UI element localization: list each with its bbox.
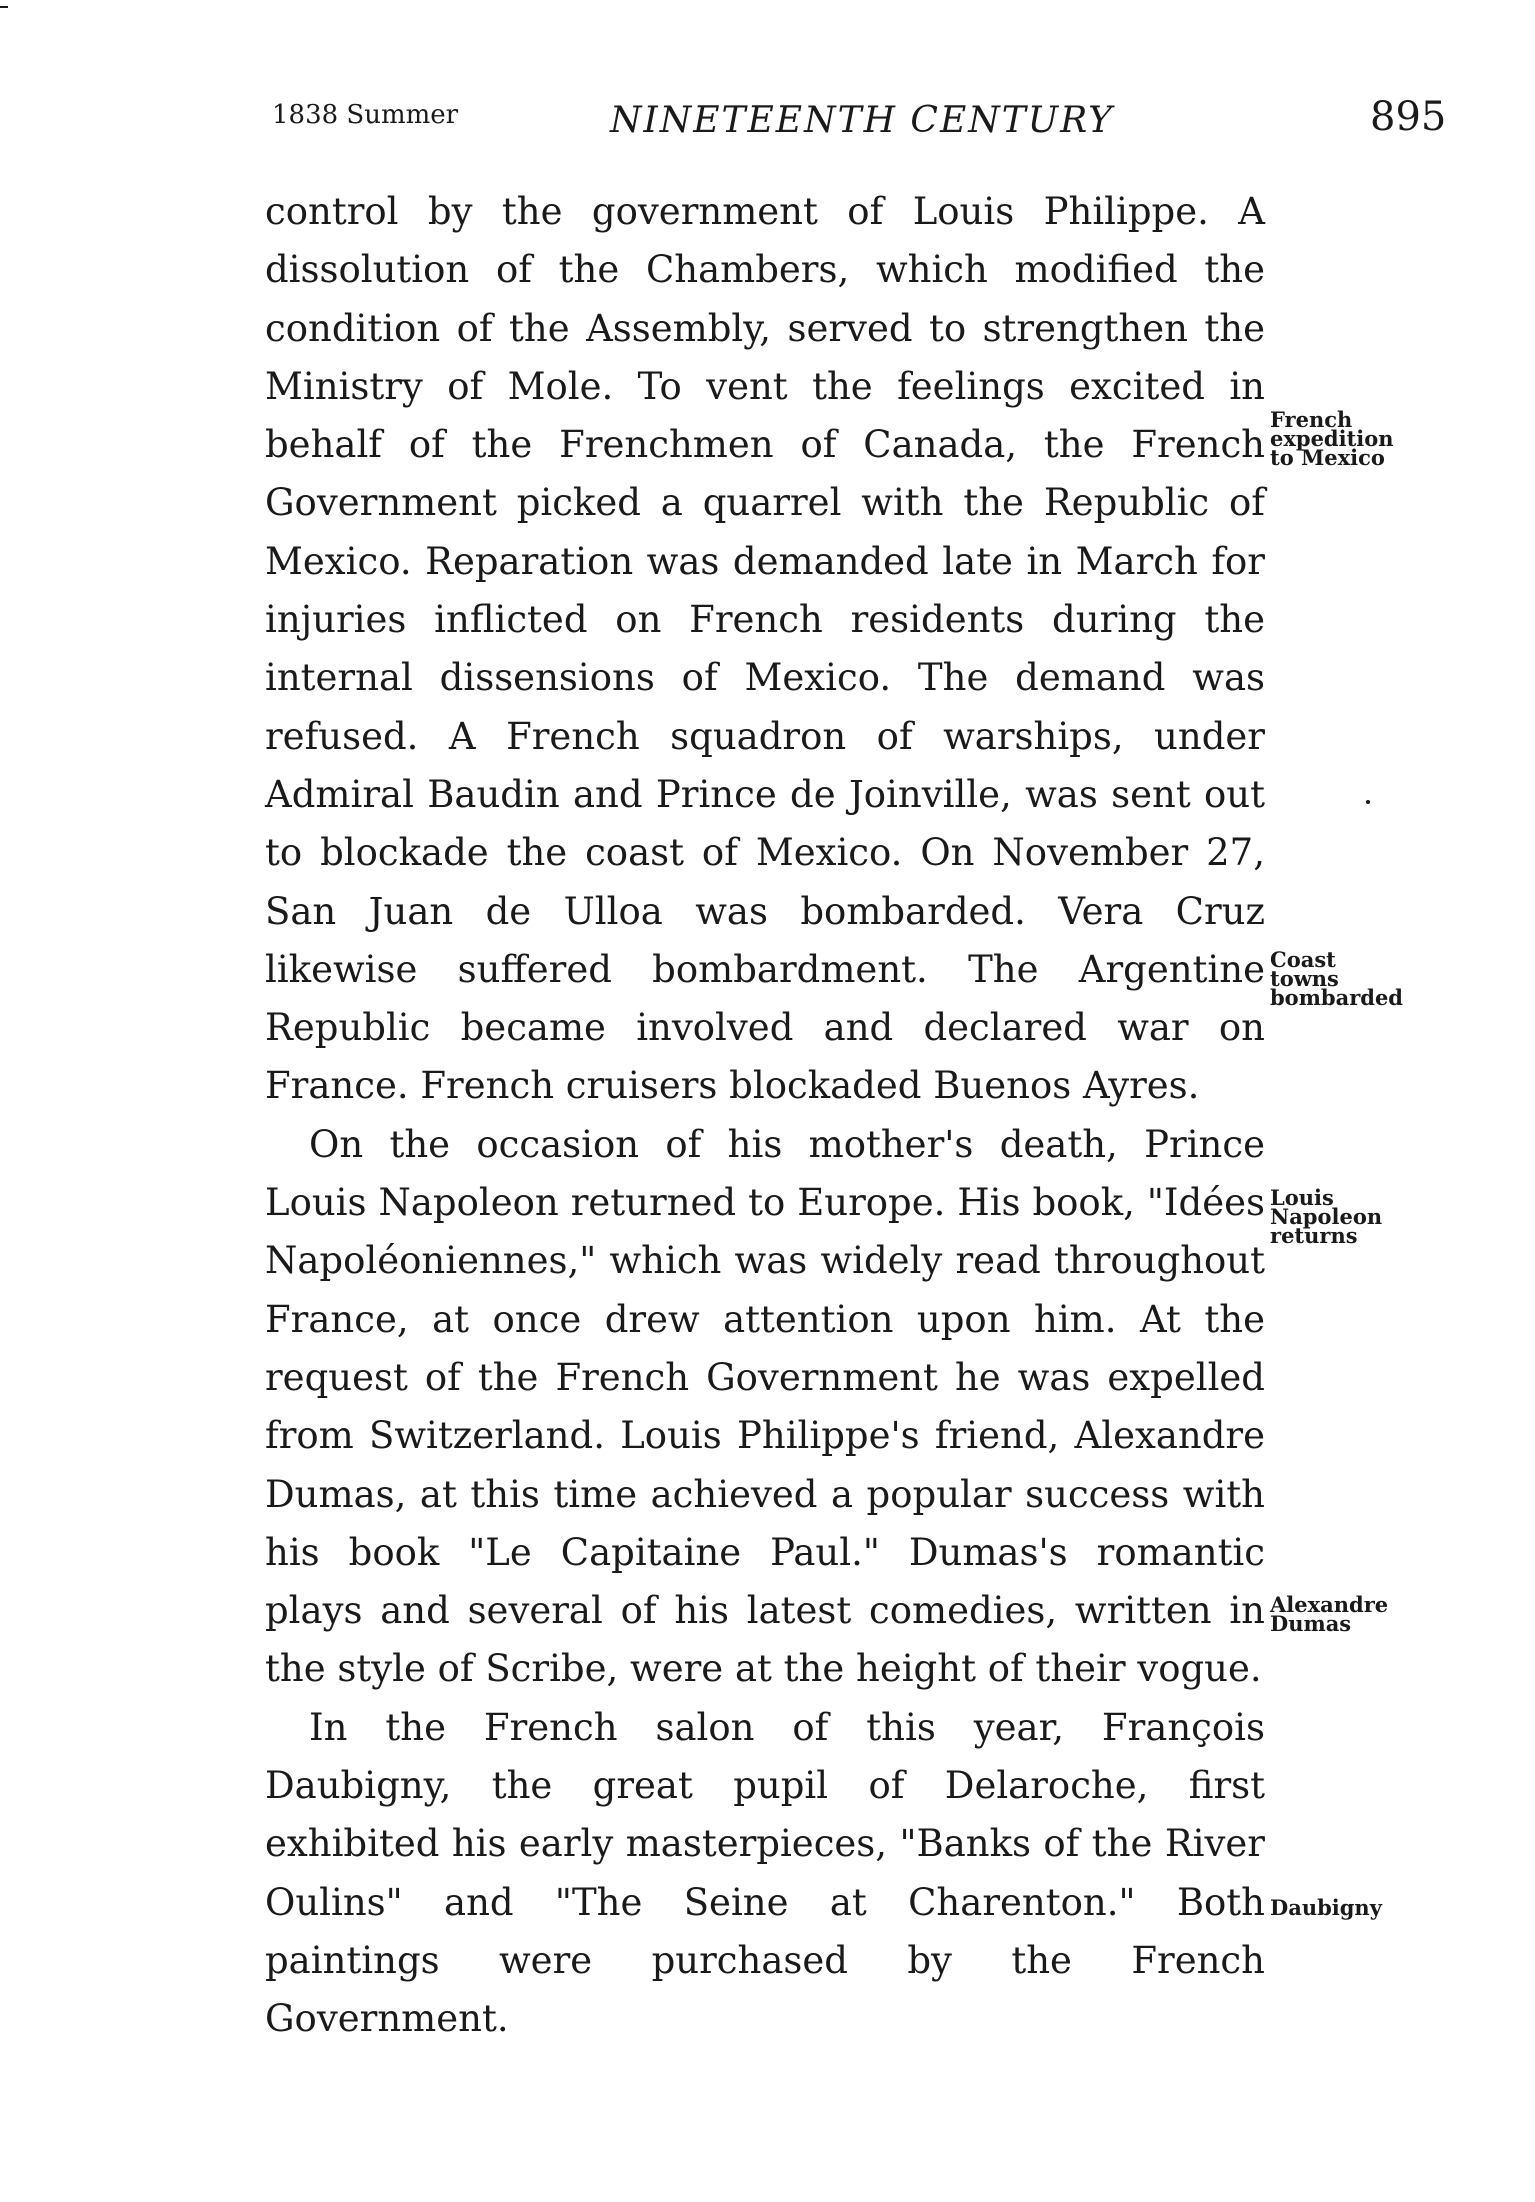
main-text xyxy=(265,183,1265,2049)
margin-note-line: expedition xyxy=(1270,426,1394,451)
margin-note-line: Alexandre xyxy=(1270,1592,1389,1617)
margin-note-line: to Mexico xyxy=(1270,445,1385,470)
stray-dot xyxy=(1366,800,1370,804)
running-head-title: NINETEENTH CENTURY xyxy=(610,100,1114,141)
margin-note-line: Daubigny xyxy=(1270,1895,1382,1920)
running-head-date: 1838 Summer xyxy=(272,100,459,130)
paragraph: control by the government of Louis Philippe. A dissolution of the Chambers, which modified the condition of the Assembly, served to strengthen the Ministry of Mole. To vent the feelings excited in behalf of the Frenchmen of Canada, the French Government picked a quarrel with the Republic of Mexico. Reparation was demanded late in March for injuries inflicted on French residents during the internal dissensions of Mexico. The demand was refused. A French squadron of warships, under Admiral Baudin and Prince de Joinville, was sent out to blockade the coast of Mexico. On November 27, San Juan de Ulloa was bombarded. Vera Cruz likewise suffered bombardment. The Argentine Republic became involved and declared war on France. French cruisers blockaded Buenos Ayres. xyxy=(265,190,1265,1108)
margin-note-dumas xyxy=(1270,1592,1389,1636)
margin-note-french-expedition xyxy=(1270,407,1394,470)
margin-note-line: towns xyxy=(1270,966,1339,991)
margin-note-line: returns xyxy=(1270,1223,1358,1248)
margin-note-coast-towns xyxy=(1270,947,1403,1010)
page-edge-mark xyxy=(0,6,8,8)
margin-note-line: Dumas xyxy=(1270,1611,1352,1636)
margin-note-line: Napoleon xyxy=(1270,1204,1383,1229)
margin-note-line: French xyxy=(1270,407,1353,432)
margin-note-line: Coast xyxy=(1270,947,1336,972)
margin-note-line: Louis xyxy=(1270,1185,1334,1210)
paragraph: In the French salon of this year, François Daubigny, the great pupil of Delaroche, first exhibited his early masterpieces, "Banks of the River Oulins" and "The Seine at Charenton." Both paintings were purchased by the French Government. xyxy=(265,1705,1265,2041)
paragraph: On the occasion of his mother's death, Prince Louis Napoleon returned to Europe. His book, "Idées Napoléoniennes," which was widely read throughout France, at once drew attention upon him. At the request of the French Government he was expelled from Switzerland. Louis Philippe's friend, Alexandre Dumas, at this time achieved a popular success with his book "Le Capitaine Paul." Dumas's romantic plays and several of his latest comedies, written in the style of Scribe, were at the height of their vogue. xyxy=(265,1122,1265,1691)
margin-note-louis-napoleon xyxy=(1270,1185,1383,1248)
page-number: 895 xyxy=(1370,94,1447,140)
margin-note-daubigny xyxy=(1270,1895,1382,1920)
margin-note-line: bombarded xyxy=(1270,985,1403,1010)
